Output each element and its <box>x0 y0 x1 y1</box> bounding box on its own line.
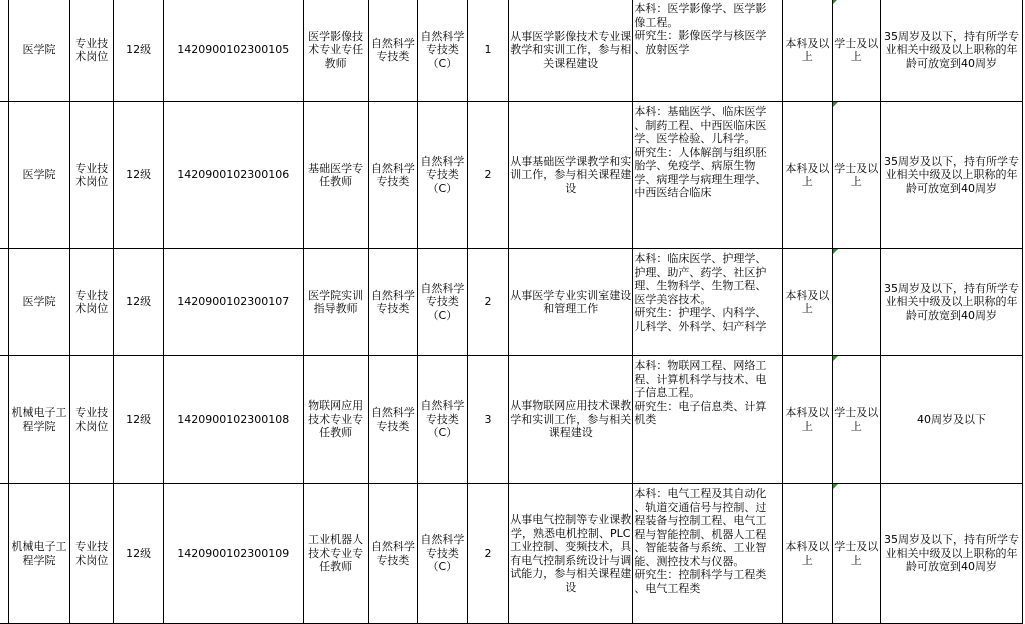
degree-cell <box>832 356 880 484</box>
education-text: 本科及以上 <box>785 406 830 433</box>
degree-cell <box>832 484 880 624</box>
degree-text: 学士及以上 <box>834 161 879 188</box>
major-requirement-line: 、制药工程、中西医临床医 <box>634 118 767 132</box>
post-name-cell <box>303 102 368 249</box>
description-text: 从事物联网应用技术课教学和实训工作，参与相关课程建设 <box>510 399 632 440</box>
exam-type-cell <box>368 0 417 102</box>
table-row <box>0 356 1023 484</box>
hiring-count-cell <box>467 484 508 624</box>
other-requirement-cell <box>880 356 1022 484</box>
code-text: 1420900102300108 <box>177 412 290 426</box>
other-requirement-cell <box>880 102 1022 249</box>
exam-sub-text: 自然科学专技类（C） <box>420 533 465 574</box>
other-text: 35周岁及以下，持有所学专业相关中级及以上职称的年龄可放宽到40周岁 <box>883 281 1019 322</box>
major-requirement-line: 学、病理学与病理生理学、 <box>634 172 767 186</box>
major-requirement-line: 本科：医学影像学、医学影 <box>634 2 767 15</box>
unit-text: 医学院 <box>22 43 56 57</box>
grade-text: 12级 <box>126 546 152 560</box>
post-category-cell <box>70 356 114 484</box>
unit-text: 医学院 <box>22 295 56 309</box>
post-name-cell <box>303 0 368 102</box>
post-code-cell <box>163 484 303 624</box>
post-name-cell <box>303 484 368 624</box>
code-text: 1420900102300105 <box>177 43 290 57</box>
post-name-cell <box>303 356 368 484</box>
row-marker-cell <box>0 0 8 102</box>
description-text: 从事基础医学课教学和实训工作，参与相关课程建设 <box>510 154 632 195</box>
table-row <box>0 0 1023 102</box>
unit-cell <box>8 484 69 624</box>
grade-text: 12级 <box>126 168 152 182</box>
post-name-text: 物联网应用技术专业专任教师 <box>308 399 364 440</box>
unit-cell <box>8 0 69 102</box>
exam-subtype-cell <box>418 0 468 102</box>
post-name-text: 基础医学专任教师 <box>308 161 364 188</box>
description-text: 从事电气控制等专业课教学，熟悉电机控制、PLC工业控制、变频技术，具有电气控制系统设计与调试能力，参与相关课程建设 <box>510 513 632 594</box>
post-category-cell <box>70 102 114 249</box>
major-requirement-line: 像工程。 <box>634 15 679 29</box>
degree-text: 学士及以上 <box>834 540 879 567</box>
exam-subtype-cell <box>418 484 468 624</box>
exam-sub-text: 自然科学专技类（C） <box>420 29 465 70</box>
grade-cell <box>114 484 163 624</box>
count-text: 3 <box>484 412 492 426</box>
major-requirement-line: 研究生：影像医学与核医学 <box>634 29 767 42</box>
exam-subtype-cell <box>418 249 468 356</box>
major-requirement-line: 本科：电气工程及其自动化 <box>634 487 767 500</box>
post-description-cell <box>509 484 633 624</box>
post-category-text: 专业技术岗位 <box>75 288 109 315</box>
post-category-cell <box>70 484 114 624</box>
major-requirement-line: 程、计算机科学与技术、电 <box>634 372 767 386</box>
post-category-text: 专业技术岗位 <box>75 36 109 63</box>
major-requirement-line: 研究生：控制科学与工程类 <box>634 568 767 581</box>
major-requirement-line: 本科：物联网工程、网络工 <box>634 359 767 372</box>
post-description-cell <box>509 102 633 249</box>
education-text: 本科及以上 <box>785 161 830 188</box>
post-code-cell <box>163 249 303 356</box>
exam-type-text: 自然科学专技类 <box>370 406 415 433</box>
major-requirement-cell <box>633 484 783 624</box>
education-text: 本科及以上 <box>785 540 830 567</box>
degree-cell <box>832 249 880 356</box>
code-text: 1420900102300106 <box>177 168 290 182</box>
other-text: 35周岁及以下，持有所学专业相关中级及以上职称的年龄可放宽到40周岁 <box>883 154 1019 195</box>
other-requirement-cell <box>880 249 1022 356</box>
major-requirement-line: 研究生：护理学、内科学、 <box>634 306 767 319</box>
hiring-count-cell <box>467 0 508 102</box>
hiring-count-cell <box>467 102 508 249</box>
row-marker-cell <box>0 484 8 624</box>
post-code-cell <box>163 0 303 102</box>
major-requirement-line: 程装备与控制工程、电气工 <box>634 514 767 527</box>
major-requirement-line: 研究生：电子信息类、计算 <box>634 399 767 413</box>
grade-text: 12级 <box>126 412 152 426</box>
unit-cell <box>8 249 69 356</box>
major-requirement-line: 医学美容技术。 <box>634 292 712 306</box>
unit-cell <box>8 356 69 484</box>
post-category-cell <box>70 249 114 356</box>
row-marker-cell <box>0 356 8 484</box>
row-marker-cell <box>0 249 8 356</box>
grade-cell <box>114 0 163 102</box>
unit-text: 医学院 <box>22 168 56 182</box>
education-cell <box>783 356 832 484</box>
post-category-text: 专业技术岗位 <box>75 406 109 433</box>
post-description-cell <box>509 356 633 484</box>
description-text: 从事医学影像技术专业课教学和实训工作，参与相关课程建设 <box>510 29 632 70</box>
major-requirement-cell <box>633 0 783 102</box>
post-category-text: 专业技术岗位 <box>75 161 109 188</box>
major-requirement-line: 中西医结合临床 <box>634 186 712 199</box>
post-name-text: 医学院实训指导教师 <box>308 288 364 315</box>
major-requirement-cell <box>633 356 783 484</box>
exam-sub-text: 自然科学专技类（C） <box>420 399 465 440</box>
other-text: 40周岁及以下 <box>916 412 986 426</box>
unit-text: 机械电子工程学院 <box>11 540 67 567</box>
table-row <box>0 249 1023 356</box>
degree-text: 学士及以上 <box>834 36 879 63</box>
major-requirement-line: 、智能装备与系统、工业智 <box>634 541 767 554</box>
major-requirement-line: 、电气工程类 <box>634 581 701 595</box>
post-name-text: 工业机器人技术专业专任教师 <box>308 533 364 574</box>
post-code-cell <box>163 356 303 484</box>
post-category-cell <box>70 0 114 102</box>
unit-cell <box>8 102 69 249</box>
exam-type-text: 自然科学专技类 <box>370 36 415 63</box>
other-text: 35周岁及以下，持有所学专业相关中级及以上职称的年龄可放宽到40周岁 <box>883 29 1019 70</box>
hiring-count-cell <box>467 249 508 356</box>
major-requirement-line: 护理、助产、药学、社区护 <box>634 265 767 279</box>
count-text: 2 <box>484 295 492 309</box>
other-requirement-cell <box>880 0 1022 102</box>
count-text: 2 <box>484 168 492 182</box>
degree-cell <box>832 0 880 102</box>
unit-text: 机械电子工程学院 <box>11 406 67 433</box>
exam-subtype-cell <box>418 356 468 484</box>
exam-type-cell <box>368 356 417 484</box>
exam-type-cell <box>368 249 417 356</box>
major-requirement-line: 学、医学检验、儿科学。 <box>634 132 756 145</box>
post-name-text: 医学影像技术专业专任教师 <box>308 29 364 70</box>
post-description-cell <box>509 249 633 356</box>
count-text: 1 <box>484 43 492 57</box>
table-row <box>0 484 1023 624</box>
major-requirement-line: 本科：基础医学、临床医学 <box>634 105 767 118</box>
degree-cell <box>832 102 880 249</box>
post-description-cell <box>509 0 633 102</box>
row-marker-cell <box>0 102 8 249</box>
major-requirement-line: 胎学、免疫学、病原生物 <box>634 159 756 172</box>
education-cell <box>783 102 832 249</box>
count-text: 2 <box>484 546 492 560</box>
major-requirement-line: 机类 <box>634 413 657 426</box>
major-requirement-line: 程与智能控制、机器人工程 <box>634 527 767 541</box>
exam-subtype-cell <box>418 102 468 249</box>
other-text: 35周岁及以下，持有所学专业相关中级及以上职称的年龄可放宽到40周岁 <box>883 533 1019 574</box>
education-cell <box>783 484 832 624</box>
exam-type-text: 自然科学专技类 <box>370 288 415 315</box>
major-requirement-line: 、轨道交通信号与控制、过 <box>634 500 767 514</box>
degree-text: 学士及以上 <box>834 406 879 433</box>
major-requirement-line: 本科：临床医学、护理学、 <box>634 252 767 265</box>
grade-text: 12级 <box>126 43 152 57</box>
description-text: 从事医学专业实训室建设和管理工作 <box>510 288 632 315</box>
major-requirement-line: 能、测控技术与仪器。 <box>634 554 745 568</box>
grade-cell <box>114 356 163 484</box>
education-text: 本科及以上 <box>785 36 830 63</box>
exam-type-text: 自然科学专技类 <box>370 540 415 567</box>
major-requirement-line: 儿科学、外科学、妇产科学 <box>634 319 767 333</box>
grade-cell <box>114 249 163 356</box>
hiring-count-cell <box>467 356 508 484</box>
major-requirement-line: 、放射医学 <box>634 42 690 56</box>
code-text: 1420900102300107 <box>177 295 290 309</box>
exam-type-text: 自然科学专技类 <box>370 161 415 188</box>
grade-text: 12级 <box>126 295 152 309</box>
exam-sub-text: 自然科学专技类（C） <box>420 281 465 322</box>
major-requirement-line: 研究生：人体解剖与组织胚 <box>634 145 767 159</box>
exam-type-cell <box>368 102 417 249</box>
table-row <box>0 102 1023 249</box>
education-text: 本科及以上 <box>785 288 830 315</box>
grade-cell <box>114 102 163 249</box>
post-code-cell <box>163 102 303 249</box>
major-requirement-cell <box>633 102 783 249</box>
exam-type-cell <box>368 484 417 624</box>
post-name-cell <box>303 249 368 356</box>
post-category-text: 专业技术岗位 <box>75 540 109 567</box>
other-requirement-cell <box>880 484 1022 624</box>
education-cell <box>783 249 832 356</box>
exam-sub-text: 自然科学专技类（C） <box>420 154 465 195</box>
major-requirement-cell <box>633 249 783 356</box>
code-text: 1420900102300109 <box>177 546 290 560</box>
education-cell <box>783 0 832 102</box>
major-requirement-line: 理、生物科学、生物工程、 <box>634 279 767 292</box>
major-requirement-line: 子信息工程。 <box>634 386 701 399</box>
